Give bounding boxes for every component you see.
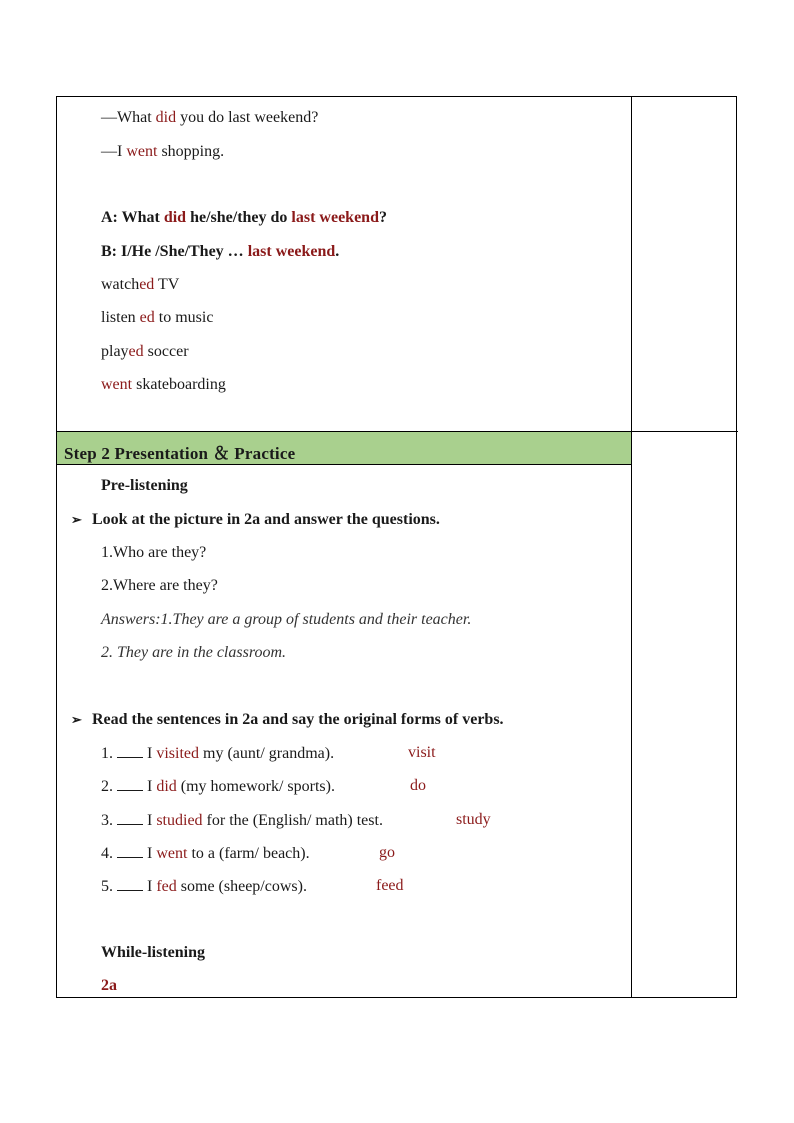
answer-blank[interactable] — [117, 810, 143, 825]
sentence-item: 5. I fed some (sheep/cows). — [101, 878, 307, 895]
pattern-answer: B: I/He /She/They … last weekend. — [101, 243, 340, 260]
sentence-item: 4. I went to a (farm/ beach). — [101, 845, 310, 862]
row-divider — [631, 431, 738, 432]
phrase-item: played soccer — [101, 343, 189, 360]
phrase-item: went skateboarding — [101, 376, 226, 393]
answer-1: Answers:1.They are a group of students and their teacher. — [101, 611, 472, 628]
pattern-question: A: What did he/she/they do last weekend? — [101, 209, 387, 226]
sentence-item: 3. I studied for the (English/ math) test. — [101, 812, 383, 829]
phrase-item: watched TV — [101, 276, 180, 293]
answer-blank[interactable] — [117, 776, 143, 791]
answer-blank[interactable] — [117, 743, 143, 758]
dialogue-question: —What did you do last weekend? — [101, 109, 319, 126]
sentence-item: 1. I visited my (aunt/ grandma). — [101, 745, 335, 762]
bullet-item: ➢ Look at the picture in 2a and answer the questions. — [71, 511, 440, 528]
activity-label-2a: 2a — [101, 977, 117, 994]
base-form: do — [410, 777, 426, 794]
base-form: study — [456, 811, 491, 828]
step2-heading-bar — [57, 431, 631, 465]
arrow-bullet-icon: ➢ — [71, 712, 82, 727]
arrow-bullet-icon: ➢ — [71, 512, 82, 527]
column-divider — [631, 97, 632, 997]
base-form: visit — [408, 744, 436, 761]
dialogue-answer: —I went shopping. — [101, 143, 225, 160]
pre-listening-label: Pre-listening — [101, 477, 188, 494]
step2-heading: Step 2 Presentation ＆ Practice — [64, 444, 296, 463]
lesson-table — [56, 96, 737, 998]
base-form: feed — [376, 877, 404, 894]
phrase-item: listen ed to music — [101, 309, 214, 326]
answer-2: 2. They are in the classroom. — [101, 644, 287, 661]
question-2: 2.Where are they? — [101, 577, 218, 594]
question-1: 1.Who are they? — [101, 544, 207, 561]
answer-blank[interactable] — [117, 843, 143, 858]
sentence-item: 2. I did (my homework/ sports). — [101, 778, 335, 795]
while-listening-label: While-listening — [101, 944, 206, 961]
answer-blank[interactable] — [117, 876, 143, 891]
bullet-item: ➢ Read the sentences in 2a and say the original forms of verbs. — [71, 711, 504, 728]
base-form: go — [379, 844, 395, 861]
